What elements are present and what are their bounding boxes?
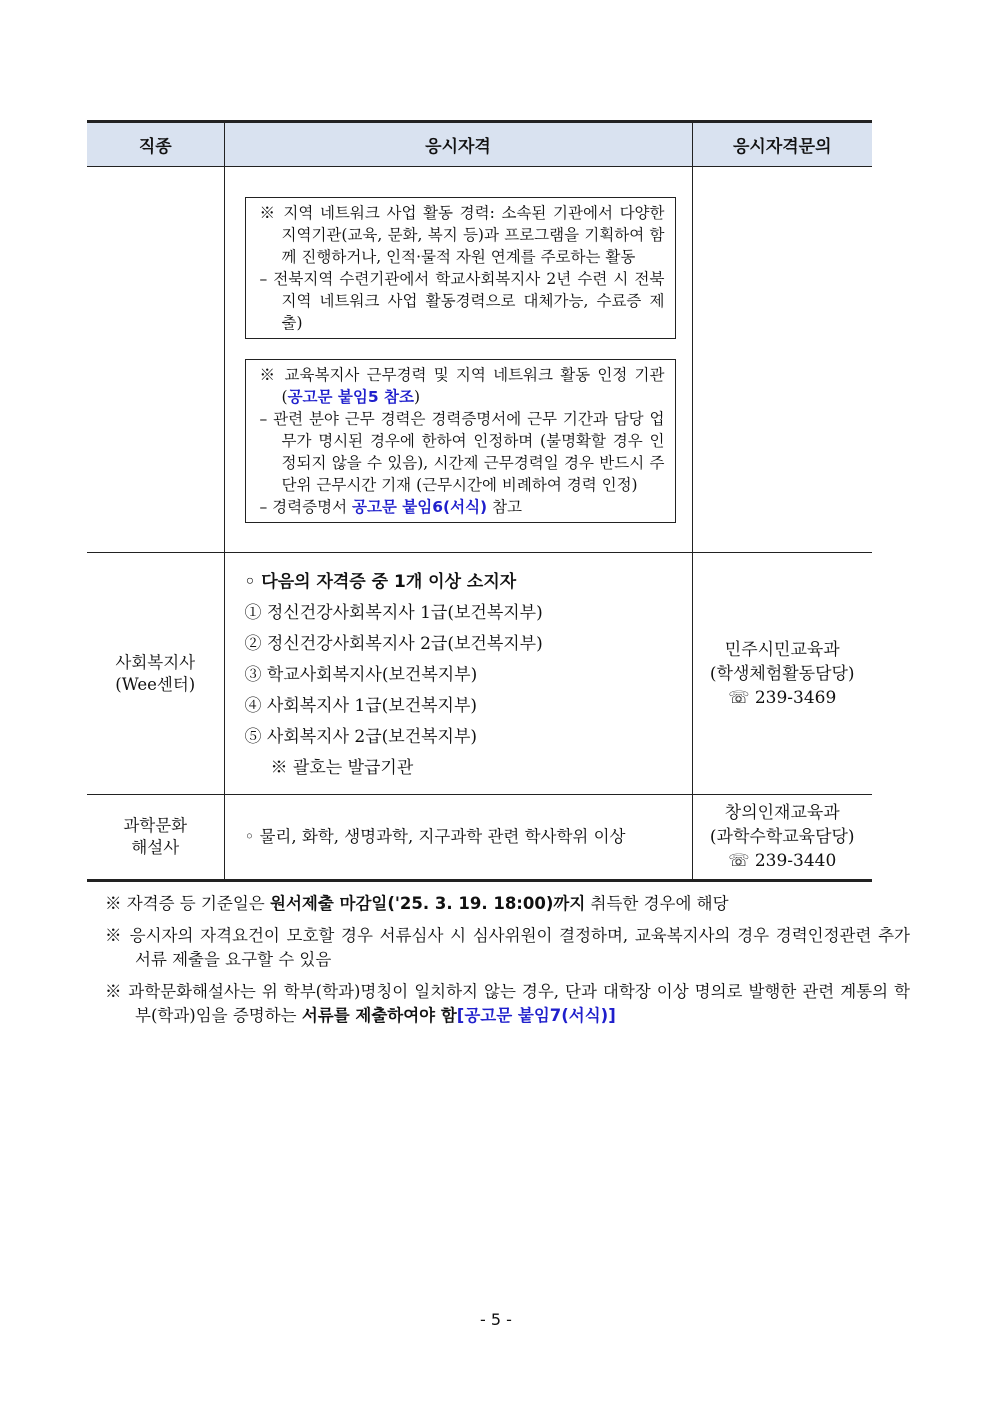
list-item: ⑤ 사회복지사 2급(보건복지부) <box>244 727 478 747</box>
list-item: ④ 사회복지사 1급(보건복지부) <box>244 696 478 716</box>
career-recognition-bullet-2: – 경력증명서 공고문 붙임6(서식) 참고 <box>259 497 523 516</box>
table-row <box>87 553 872 795</box>
job-cell-empty <box>87 167 224 553</box>
table-row <box>87 795 872 881</box>
qualification-cell <box>224 167 692 553</box>
network-activity-note: ※ 지역 네트워크 사업 활동 경력: 소속된 기관에서 다양한 지역기관(교육, 문화, 복지 등)과 프로그램을 기획하여 함께 진행하거나, 인적·물적 자원 연계를 주로하는 활동 <box>259 203 665 266</box>
annex7-reference: [공고문 붙임7(서식)] <box>456 1006 616 1025</box>
career-recognition-box <box>245 359 676 523</box>
list-item: ③ 학교사회복지사(보건복지부) <box>244 665 478 685</box>
header-job-type: 직종 <box>87 122 224 167</box>
phone-number: ☏ 239-3440 <box>728 851 837 871</box>
career-recognition-note: ※ 교육복지사 근무경력 및 지역 네트워크 활동 인정 기관 (공고문 붙임5 참조) <box>259 365 665 406</box>
network-activity-box <box>245 197 676 339</box>
annex6-reference: 공고문 붙임6(서식) <box>351 497 488 516</box>
list-item: ① 정신건강사회복지사 1급(보건복지부) <box>244 603 543 623</box>
footnote-deadline: ※ 자격증 등 기준일은 원서제출 마감일('25. 3. 19. 18:00)까지 취득한 경우에 해당 <box>105 894 729 913</box>
list-item: ② 정신건강사회복지사 2급(보건복지부) <box>244 634 543 654</box>
job-cell-social-worker: 사회복지사 (Wee센터) <box>87 553 224 795</box>
footnote-ambiguity: ※ 응시자의 자격요건이 모호할 경우 서류심사 시 심사위원이 결정하며, 교육복지사의 경우 경력인정관련 추가 서류 제출을 요구할 수 있음 <box>105 926 910 969</box>
inquiry-cell-empty <box>692 167 872 553</box>
qualification-table <box>87 120 872 882</box>
phone-number: ☏ 239-3469 <box>728 687 837 708</box>
footnote-science-guide: ※ 과학문화해설사는 위 학부(학과)명칭이 일치하지 않는 경우, 단과 대학장 이상 명의로 발행한 관련 계통의 학부(학과)임을 증명하는 서류를 제출하여야 함[공고문 붙임7(서식)] <box>105 982 910 1025</box>
table-row <box>87 167 872 553</box>
network-activity-bullet: – 전북지역 수련기관에서 학교사회복지사 2년 수련 시 전북지역 네트워크 사업 활동경력으로 대체가능, 수료증 제출) <box>259 269 665 332</box>
footnotes <box>105 892 910 1036</box>
header-qualification: 응시자격 <box>224 122 692 167</box>
inquiry-cell-science-guide: 창의인재교육과 (과학수학교육담당) ☏ 239-3440 <box>692 795 872 881</box>
qualification-cell-science-guide: ◦ 물리, 화학, 생명과학, 지구과학 관련 학사학위 이상 <box>224 795 692 881</box>
certificate-list-heading: ◦ 다음의 자격증 중 1개 이상 소지자 <box>244 572 517 592</box>
annex5-reference: 공고문 붙임5 참조 <box>287 387 414 406</box>
job-cell-science-guide: 과학문화 해설사 <box>87 795 224 881</box>
inquiry-cell-social-worker: 민주시민교육과 (학생체험활동담당) ☏ 239-3469 <box>692 553 872 795</box>
career-recognition-bullet-1: – 관련 분야 근무 경력은 경력증명서에 근무 기간과 담당 업무가 명시된 경우에 한하여 인정하며 (불명확할 경우 인정되지 않을 수 있음), 시간제 근무경력일 경우 반드시 주 단위 근무시간 기재 (근무시간에 비례하여 경력 인정) <box>259 409 665 494</box>
page-number: - 5 - <box>480 1310 512 1329</box>
certificate-list <box>225 553 692 794</box>
qualification-cell-social-worker <box>224 553 692 795</box>
header-inquiry: 응시자격문의 <box>692 122 872 167</box>
table-header-row <box>87 122 872 167</box>
issuer-note: ※ 괄호는 발급기관 <box>270 758 414 778</box>
